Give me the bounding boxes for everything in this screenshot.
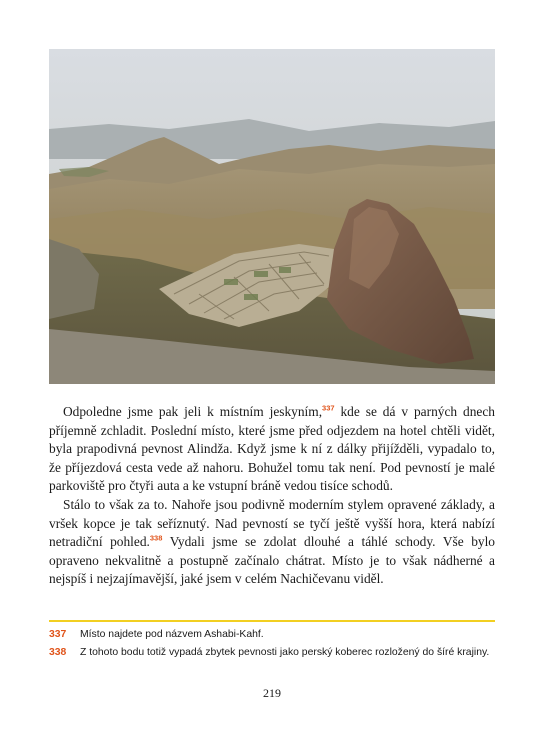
footnote-number: 337 xyxy=(49,629,67,640)
footnote-divider xyxy=(49,620,495,622)
footnote-ref-338[interactable]: 338 xyxy=(149,533,163,543)
fortress-illustration xyxy=(49,49,495,384)
paragraph-2 xyxy=(49,496,495,589)
footnote-338 xyxy=(49,645,495,660)
footnote-text: Místo najdete pod názvem Ashabi-Kahf. xyxy=(80,629,264,640)
paragraph-2-start: Stálo to však za to. Nahoře jsou podivně moderním stylem opravené základy, a vršek kopce je tak seříznutý. Nad pevností se tyčí ještě vyšší hora, která nabízí netradiční pohled. xyxy=(49,496,495,550)
paragraph-1-rest: kde se dá v parných dnech příjemně zchladit. Poslední místo, které jsme před odjezdem na hotel chtěli vidět, byla prapodivná pevnost Alindža. Když jsme k ní z dálky přijížděli, vypadalo to, že příjezdová cesta vede až nahoru. Bohužel tomu tak není. Pod pevností je malé parkoviště pro čtyři auta a ke vstupní bráně vedou tisíce schodů. xyxy=(49,404,496,494)
page-number: 219 xyxy=(263,686,281,700)
paragraph-1-start: Odpoledne jsme pak jeli k místním jeskyním, xyxy=(63,404,323,419)
footnote-337 xyxy=(49,627,495,642)
body-text xyxy=(49,403,495,589)
footnote-number: 338 xyxy=(49,647,67,658)
landscape-photo xyxy=(49,49,495,384)
footnote-ref-337[interactable]: 337 xyxy=(322,403,335,413)
paragraph-1 xyxy=(49,403,495,496)
footnote-text: Z tohoto bodu totiž vypadá zbytek pevnosti jako perský koberec rozložený do šíré krajiny. xyxy=(80,647,490,658)
footnotes xyxy=(49,627,495,663)
paragraph-2-rest: Vydali jsme se zdolat dlouhé a táhlé schody. Vše bylo opraveno nekvalitně a postupně začínalo chátrat. Místo je to však nádherné a nejspíš i nejzajímavější, jaké jsem v celém Nachičevanu viděl. xyxy=(49,534,495,587)
